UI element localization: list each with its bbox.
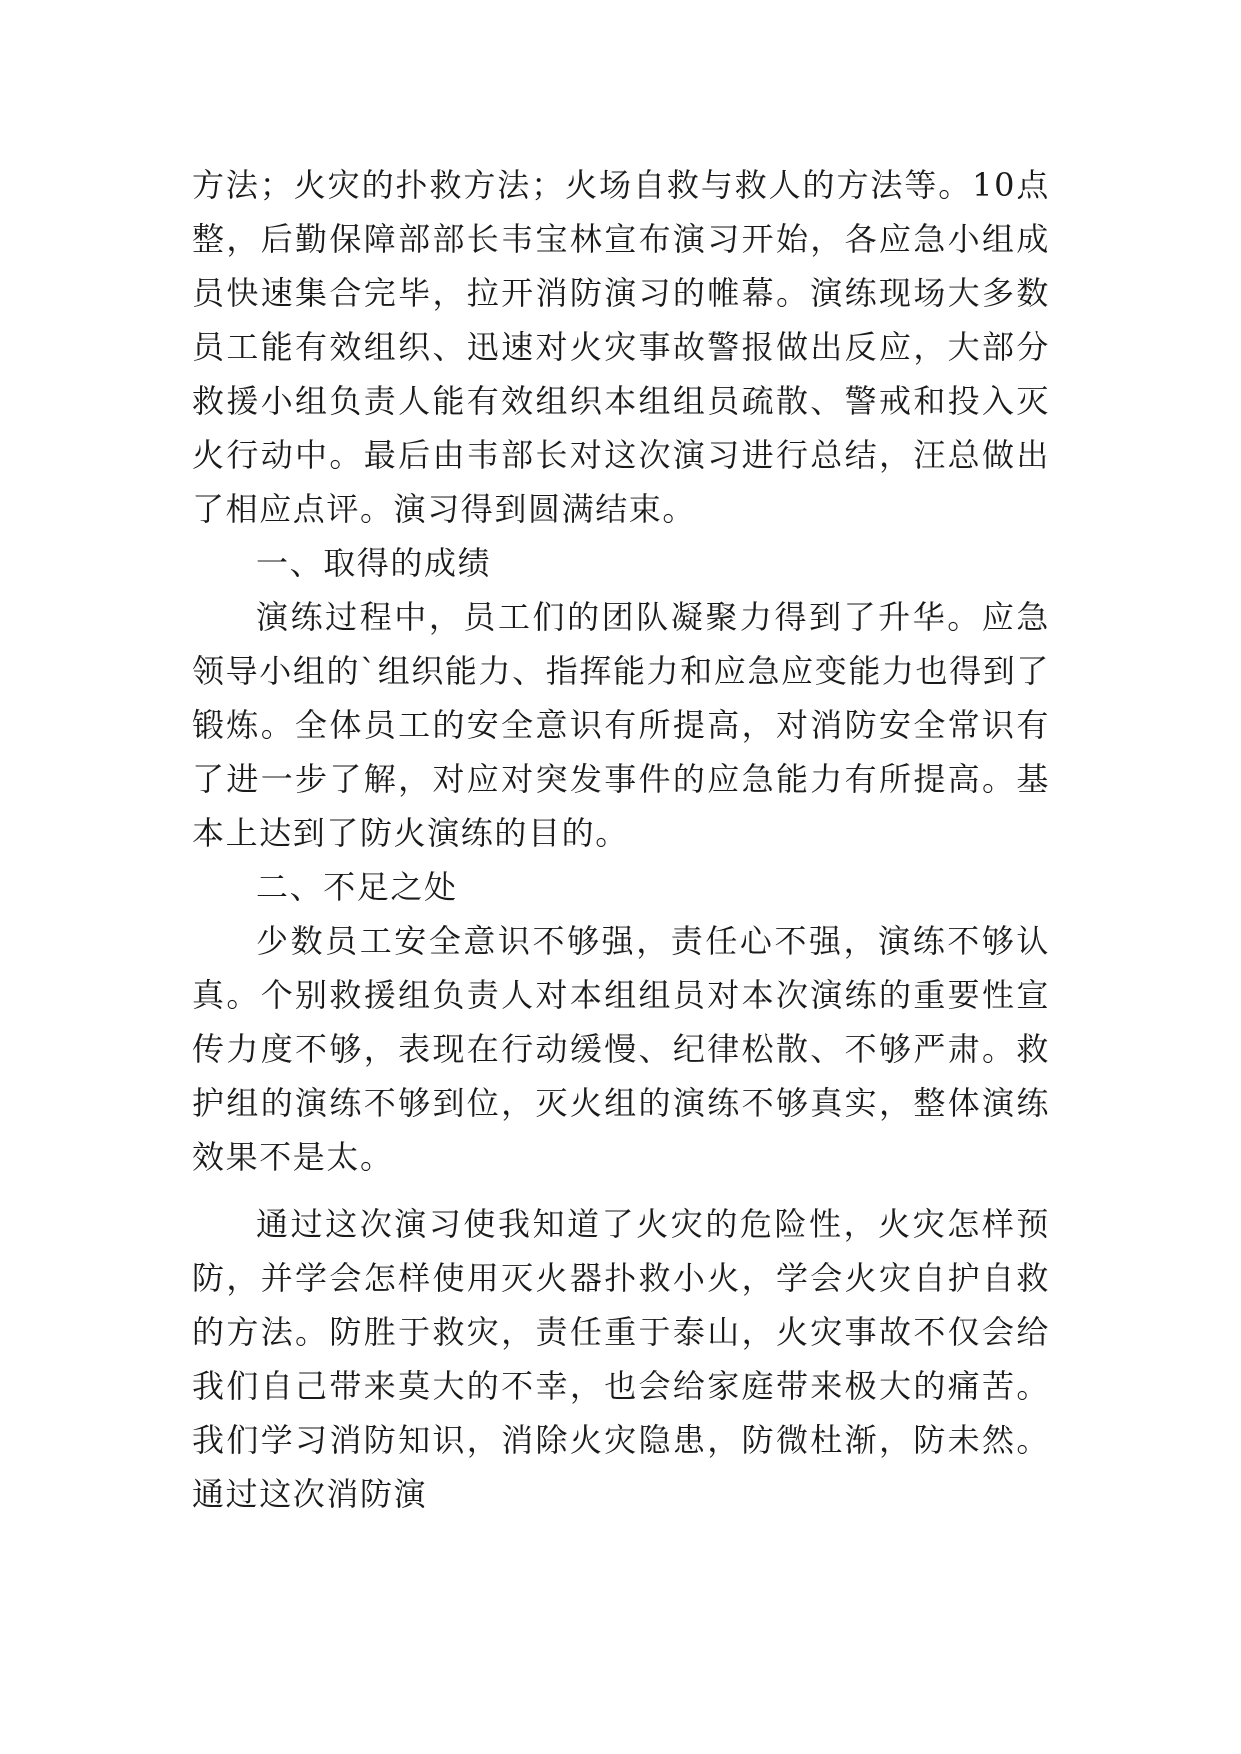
paragraph-reflection: 通过这次演习使我知道了火灾的危险性，火灾怎样预防，并学会怎样使用灭火器扑救小火，学会火灾自护自救的方法。防胜于救灾，责任重于泰山，火灾事故不仅会给我们自己带来莫大的不幸，也会给家庭带来极大的痛苦。我们学习消防知识，消除火灾隐患，防微杜渐，防未然。通过这次消防演 bbox=[192, 1205, 1050, 1513]
paragraph-shortcomings: 少数员工安全意识不够强，责任心不强，演练不够认真。个别救援组负责人对本组组员对本次演练的重要性宣传力度不够，表现在行动缓慢、纪律松散、不够严肃。救护组的演练不够到位，灭火组的演练不够真实，整体演练效果不是太。 bbox=[192, 922, 1050, 1176]
section-heading-shortcomings: 二、不足之处 bbox=[256, 868, 458, 906]
paragraph-intro-continuation: 方法；火灾的扑救方法；火场自救与救人的方法等。10点整，后勤保障部部长韦宝林宣布演习开始，各应急小组成员快速集合完毕，拉开消防演习的帷幕。演练现场大多数员工能有效组织、迅速对火灾事故警报做出反应，大部分救援小组负责人能有效组织本组组员疏散、警戒和投入灭火行动中。最后由韦部长对这次演习进行总结，汪总做出了相应点评。演习得到圆满结束。 bbox=[192, 166, 1050, 528]
section-heading-achievements: 一、取得的成绩 bbox=[256, 544, 492, 582]
document-body bbox=[192, 158, 1050, 1521]
paragraph-achievements: 演练过程中，员工们的团队凝聚力得到了升华。应急领导小组的`组织能力、指挥能力和应急应变能力也得到了锻炼。全体员工的安全意识有所提高，对消防安全常识有了进一步了解，对应对突发事件的应急能力有所提高。基本上达到了防火演练的目的。 bbox=[192, 598, 1050, 852]
